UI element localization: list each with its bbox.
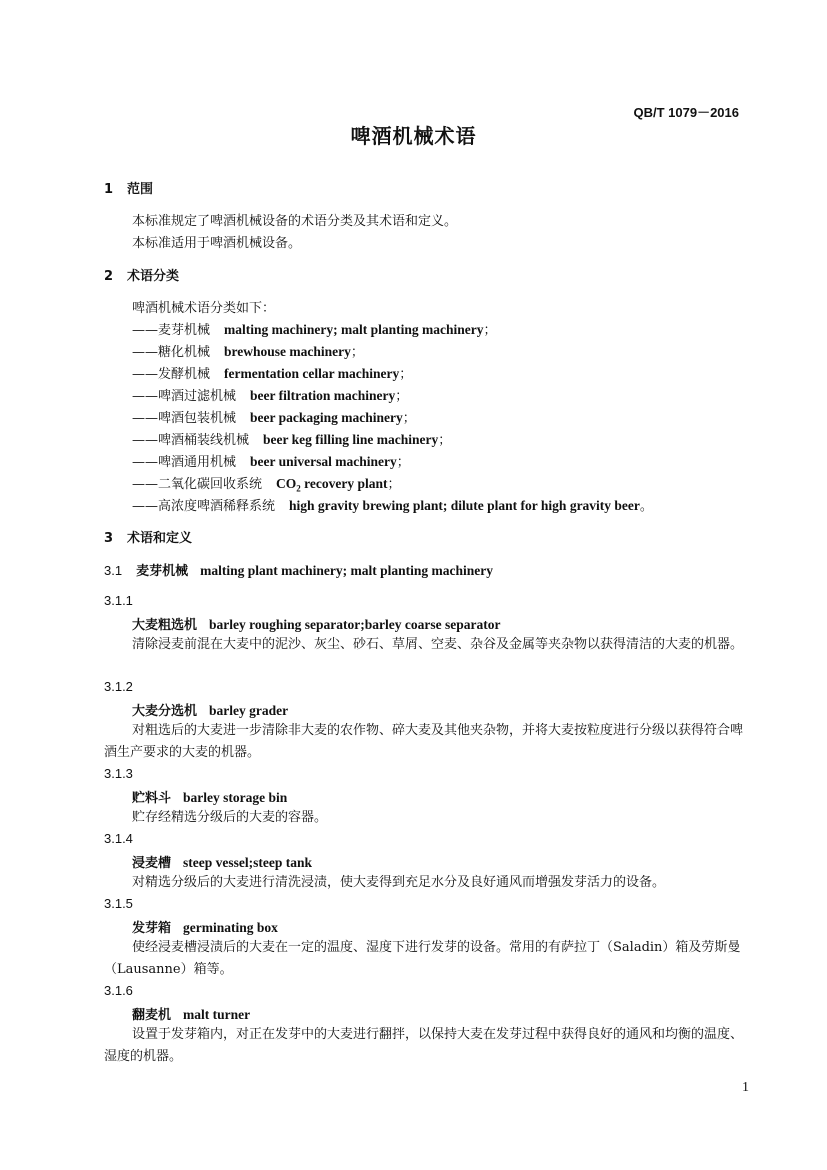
term-heading: 翻麦机 malt turner (132, 1007, 251, 1023)
classification-item: ——啤酒通用机械 beer universal machinery； (132, 454, 410, 470)
classification-item: ——啤酒过滤机械 beer filtration machinery； (132, 388, 409, 404)
term-definition: 贮存经精选分级后的大麦的容器。 (132, 810, 328, 825)
classification-item: ——啤酒桶装线机械 beer keg filling line machinery； (132, 432, 452, 448)
term-number: 3.1.5 (104, 896, 133, 911)
section-3-heading: 3 术语和定义 (104, 531, 193, 546)
term-heading: 贮料斗 barley storage bin (132, 790, 288, 806)
subsection-3-1-heading: 3.1 麦芽机械 malting plant machinery; malt planting machinery (104, 563, 493, 579)
section-1-heading: 1 范围 (104, 182, 154, 197)
term-definition: 对精选分级后的大麦进行清洗浸渍，使大麦得到充足水分及良好通风而增强发芽活力的设备。 (132, 875, 666, 890)
term-number: 3.1.2 (104, 679, 133, 694)
classification-item: ——二氧化碳回收系统 $CO_2$ recovery plant； (132, 476, 401, 494)
term-number: 3.1.4 (104, 831, 133, 846)
classification-item: ——发酵机械 fermentation cellar machinery； (132, 366, 413, 382)
page-number: 1 (742, 1080, 749, 1095)
term-definition: 使经浸麦槽浸渍后的大麦在一定的温度、湿度下进行发芽的设备。常用的有萨拉丁（Saladin）箱及劳斯曼（Lausanne）箱等。 (104, 940, 741, 977)
term-definition: 设置于发芽箱内，对正在发芽中的大麦进行翻拌，以保持大麦在发芽过程中获得良好的通风和均衡的温度、湿度的机器。 (104, 1027, 744, 1064)
section-2-intro: 啤酒机械术语分类如下： (132, 301, 276, 316)
term-definition: 对粗选后的大麦进一步清除非大麦的农作物、碎大麦及其他夹杂物，并将大麦按粒度进行分级以获得符合啤酒生产要求的大麦的机器。 (104, 723, 744, 760)
classification-item: ——麦芽机械 malting machinery; malt planting machinery； (132, 322, 497, 338)
term-number: 3.1.3 (104, 766, 133, 781)
term-number: 3.1.1 (104, 593, 133, 608)
section-2-heading: 2 术语分类 (104, 269, 180, 284)
term-heading: 大麦分选机 barley grader (132, 703, 289, 719)
section-1-paragraph-1: 本标准规定了啤酒机械设备的术语分类及其术语和定义。 (132, 214, 458, 229)
classification-item: ——糖化机械 brewhouse machinery； (132, 344, 364, 360)
term-heading: 浸麦槽 steep vessel;steep tank (132, 855, 312, 871)
term-number: 3.1.6 (104, 983, 133, 998)
term-heading: 大麦粗选机 barley roughing separator;barley coarse separator (132, 617, 501, 633)
page-title: 啤酒机械术语 (350, 124, 477, 148)
standard-code: QB/T 1079－2016 (633, 105, 739, 120)
term-definition: 清除浸麦前混在大麦中的泥沙、灰尘、砂石、草屑、空麦、杂谷及金属等夹杂物以获得清洁的大麦的机器。 (132, 637, 744, 652)
classification-item: ——高浓度啤酒稀释系统 high gravity brewing plant; dilute plant for high gravity beer。 (132, 498, 653, 514)
term-heading: 发芽箱 germinating box (132, 920, 278, 936)
section-1-paragraph-2: 本标准适用于啤酒机械设备。 (132, 236, 302, 251)
classification-item: ——啤酒包装机械 beer packaging machinery； (132, 410, 416, 426)
